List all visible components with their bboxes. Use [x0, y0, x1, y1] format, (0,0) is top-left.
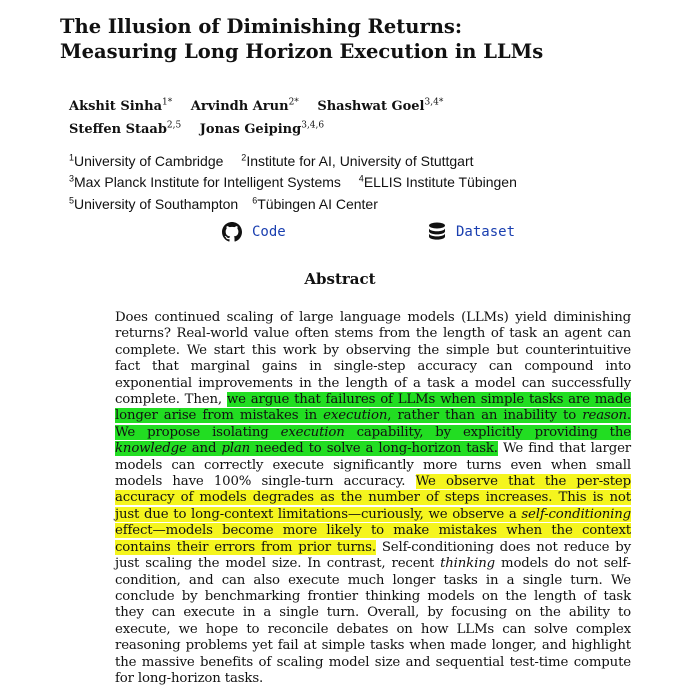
database-icon — [428, 222, 446, 242]
author: Steffen Staab$^{2,5}$ — [69, 120, 182, 137]
resource-links — [0, 222, 680, 246]
affiliation: $^6$Tübingen AI Center — [252, 195, 378, 212]
dataset-link[interactable] — [428, 222, 515, 242]
abstract-paragraph: Does continued scaling of large language models (LLMs) yield diminishing returns? Real-world value often stems from the length of task an agent can complete. We start this work by observing the simple but counterintuitive fact that marginal gains in single-step accuracy can compound into exponential improvements in the length of a task a model can successfully complete. Then, we argue that failures of LLMs when simple tasks are made longer arise from mistakes in execution, rather than an inability to reason. We propose isolating execution capability, by explicitly providing the knowledge and plan needed to solve a long-horizon task. We find that larger models can correctly execute significantly more turns even when small models have 100% single-turn accuracy. We observe that the per-step accuracy of models degrades as the number of steps increases. This is not just due to long-context limitations—curiously, we observe a self-conditioning effect—models become more likely to make mistakes when the context contains their errors from prior turns. Self-conditioning does not reduce by just scaling the model size. In contrast, recent thinking models do not self-condition, and can also execute much longer tasks in a single turn. We conclude by benchmarking frontier thinking models on the length of task they can execute in a single turn. Overall, by focusing on the ability to execute, we hope to reconcile debates on how LLMs can solve complex reasoning problems yet fail at simple tasks when made longer, and highlight the massive benefits of scaling model size and sequential test-time compute for long-horizon tasks. — [115, 310, 632, 686]
affiliation: $^3$Max Planck Institute for Intelligent Systems — [69, 173, 341, 191]
code-link[interactable] — [222, 222, 286, 242]
abstract-heading: Abstract — [304, 270, 376, 288]
author-list — [69, 94, 457, 139]
code-link-label: Code — [252, 224, 286, 240]
affiliation: $^4$ELLIS Institute Tübingen — [358, 173, 517, 191]
affiliation: $^2$Institute for AI, University of Stuttgart — [241, 152, 474, 169]
affiliation: $^1$University of Cambridge — [69, 152, 224, 169]
author: Arvindh Arun$^{2*}$ — [190, 98, 299, 115]
title-line-2: Measuring Long Horizon Execution in LLMs — [60, 40, 544, 63]
github-icon — [222, 222, 242, 242]
abstract-body — [115, 310, 631, 687]
affiliation-list — [69, 148, 531, 213]
affiliation: $^5$University of Southampton — [69, 195, 239, 212]
yellow-highlight: We observe that the per-step accuracy of models degrades as the number of steps increases. This is not just due to long-context limitations—curiously, we observe a self-conditioning effect—models become more likely to make mistakes when the context contains their errors from prior turns. — [115, 474, 631, 555]
author: Shashwat Goel$^{3,4*}$ — [317, 98, 444, 115]
paper-title — [60, 14, 543, 64]
dataset-link-label: Dataset — [456, 224, 516, 240]
author: Akshit Sinha$^{1*}$ — [69, 98, 173, 115]
title-line-1: The Illusion of Diminishing Returns: — [60, 15, 463, 38]
author: Jonas Geiping$^{3,4,6}$ — [199, 120, 325, 137]
green-highlight: we argue that failures of LLMs when simple tasks are made longer arise from mistakes in execution, rather than an inability to reason. We propose isolating execution capability, by explicitly providing the knowledge and plan needed to solve a long-horizon task. — [115, 392, 632, 457]
